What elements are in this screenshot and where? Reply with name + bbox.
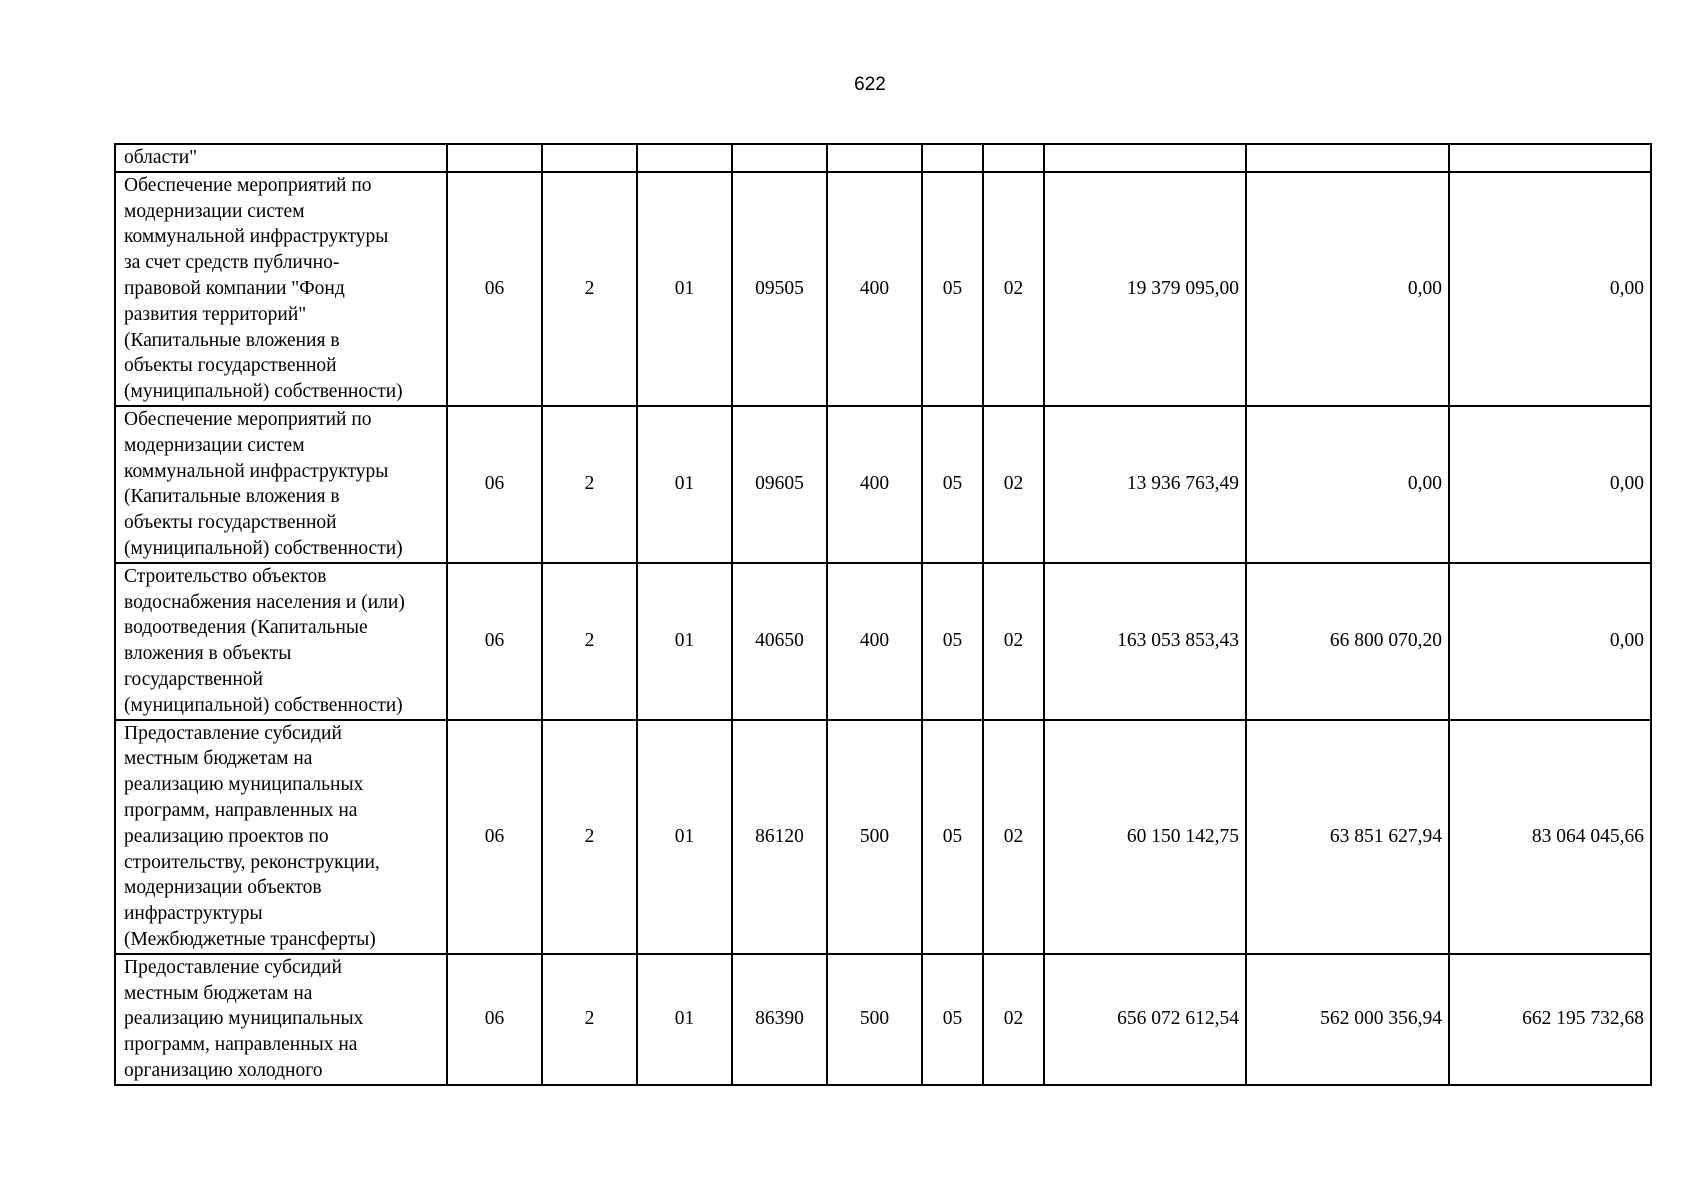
table-row	[115, 406, 1651, 563]
expense-name-cell	[115, 720, 447, 954]
sum-year-1-cell	[1044, 144, 1246, 172]
subprogram-code-cell: 2	[542, 563, 637, 720]
table-row	[115, 144, 1651, 172]
sum-year-2-cell: 0,00	[1246, 172, 1449, 406]
section-code-cell: 05	[922, 720, 983, 954]
expense-name-line: инфраструктуры	[124, 903, 263, 925]
sum-year-1-cell: 163 053 853,43	[1044, 563, 1246, 720]
expense-name-cell	[115, 563, 447, 720]
direction-code-cell: 09605	[732, 406, 827, 563]
sum-year-3-cell: 662 195 732,68	[1449, 954, 1651, 1085]
expense-name-line: (Капитальные вложения в	[124, 486, 340, 508]
subsection-code-cell: 02	[983, 172, 1044, 406]
subsection-code-cell: 02	[983, 563, 1044, 720]
expense-type-code-cell: 500	[827, 954, 922, 1085]
expense-name-cell	[115, 406, 447, 563]
sum-year-3-cell: 83 064 045,66	[1449, 720, 1651, 954]
direction-code-cell	[732, 144, 827, 172]
expense-name-line: реализацию муниципальных	[124, 774, 364, 796]
expense-name-line: строительству, реконструкции,	[124, 851, 380, 873]
table-row	[115, 563, 1651, 720]
sum-year-2-cell: 66 800 070,20	[1246, 563, 1449, 720]
expense-name-line: реализацию муниципальных	[124, 1008, 364, 1030]
program-code-cell: 06	[447, 720, 542, 954]
sum-year-3-cell: 0,00	[1449, 563, 1651, 720]
table-row	[115, 720, 1651, 954]
expense-name-line: модернизации систем	[124, 434, 305, 456]
expense-name-line: программ, направленных на	[124, 799, 358, 821]
expense-name-line: за счет средств публично-	[124, 252, 340, 274]
expense-name-line: модернизации объектов	[124, 877, 322, 899]
expense-name-line: области"	[124, 147, 198, 168]
program-code-cell: 06	[447, 563, 542, 720]
subprogram-code-cell: 2	[542, 172, 637, 406]
expense-type-code-cell: 400	[827, 172, 922, 406]
expense-name-line: Предоставление субсидий	[124, 722, 342, 744]
expense-type-code-cell: 500	[827, 720, 922, 954]
sum-year-2-cell	[1246, 144, 1449, 172]
budget-table	[114, 143, 1652, 1086]
sum-year-1-cell: 13 936 763,49	[1044, 406, 1246, 563]
expense-name-line: (муниципальной) собственности)	[124, 537, 403, 559]
program-code-cell: 06	[447, 954, 542, 1085]
expense-name-cell	[115, 954, 447, 1085]
expense-name-line: вложения в объекты	[124, 643, 292, 665]
subprogram-code-cell	[542, 144, 637, 172]
expense-name-line: модернизации систем	[124, 200, 305, 222]
program-code-cell: 06	[447, 406, 542, 563]
subprogram-code-cell: 2	[542, 954, 637, 1085]
expense-name-line: водоотведения (Капитальные	[124, 617, 368, 639]
table-row	[115, 172, 1651, 406]
expense-name-line: правовой компании "Фонд	[124, 277, 345, 299]
sum-year-1-cell: 656 072 612,54	[1044, 954, 1246, 1085]
subsection-code-cell: 02	[983, 954, 1044, 1085]
event-code-cell: 01	[637, 406, 732, 563]
sum-year-2-cell: 0,00	[1246, 406, 1449, 563]
expense-name-line: местным бюджетам на	[124, 748, 313, 770]
sum-year-3-cell: 0,00	[1449, 172, 1651, 406]
table-row	[115, 954, 1651, 1085]
subsection-code-cell: 02	[983, 406, 1044, 563]
expense-name-line: государственной	[124, 668, 263, 690]
expense-name-cell	[115, 144, 447, 172]
program-code-cell	[447, 144, 542, 172]
expense-name-line: объекты государственной	[124, 355, 337, 377]
expense-name-cell	[115, 172, 447, 406]
sum-year-3-cell: 0,00	[1449, 406, 1651, 563]
expense-name-line: объекты государственной	[124, 512, 337, 534]
expense-name-line: (Межбюджетные трансферты)	[124, 928, 376, 950]
expense-name-line: (муниципальной) собственности)	[124, 694, 403, 716]
sum-year-3-cell	[1449, 144, 1651, 172]
sum-year-1-cell: 60 150 142,75	[1044, 720, 1246, 954]
event-code-cell: 01	[637, 563, 732, 720]
section-code-cell: 05	[922, 172, 983, 406]
expense-name-line: Обеспечение мероприятий по	[124, 408, 372, 430]
table-body	[115, 144, 1651, 1085]
subsection-code-cell: 02	[983, 720, 1044, 954]
direction-code-cell: 86390	[732, 954, 827, 1085]
program-code-cell: 06	[447, 172, 542, 406]
subsection-code-cell	[983, 144, 1044, 172]
expense-name-line: организацию холодного	[124, 1059, 323, 1081]
expense-name-line: коммунальной инфраструктуры	[124, 460, 389, 482]
expense-name-line: местным бюджетам на	[124, 982, 313, 1004]
event-code-cell: 01	[637, 720, 732, 954]
expense-name-line: программ, направленных на	[124, 1034, 358, 1056]
expense-name-line: коммунальной инфраструктуры	[124, 226, 389, 248]
expense-name-line: (Капитальные вложения в	[124, 329, 340, 351]
expense-name-line: Обеспечение мероприятий по	[124, 174, 372, 196]
event-code-cell	[637, 144, 732, 172]
section-code-cell: 05	[922, 406, 983, 563]
sum-year-1-cell: 19 379 095,00	[1044, 172, 1246, 406]
sum-year-2-cell: 63 851 627,94	[1246, 720, 1449, 954]
section-code-cell: 05	[922, 563, 983, 720]
expense-type-code-cell: 400	[827, 406, 922, 563]
expense-name-line: (муниципальной) собственности)	[124, 381, 403, 403]
expense-name-line: водоснабжения населения и (или)	[124, 591, 405, 613]
page-number: 622	[854, 74, 886, 95]
subprogram-code-cell: 2	[542, 720, 637, 954]
event-code-cell: 01	[637, 954, 732, 1085]
expense-name-line: реализацию проектов по	[124, 825, 329, 847]
expense-type-code-cell	[827, 144, 922, 172]
event-code-cell: 01	[637, 172, 732, 406]
expense-name-line: развития территорий"	[124, 303, 307, 325]
expense-name-line: Строительство объектов	[124, 565, 327, 587]
section-code-cell: 05	[922, 954, 983, 1085]
direction-code-cell: 09505	[732, 172, 827, 406]
direction-code-cell: 86120	[732, 720, 827, 954]
expense-name-line: Предоставление субсидий	[124, 956, 342, 978]
sum-year-2-cell: 562 000 356,94	[1246, 954, 1449, 1085]
expense-type-code-cell: 400	[827, 563, 922, 720]
section-code-cell	[922, 144, 983, 172]
subprogram-code-cell: 2	[542, 406, 637, 563]
direction-code-cell: 40650	[732, 563, 827, 720]
